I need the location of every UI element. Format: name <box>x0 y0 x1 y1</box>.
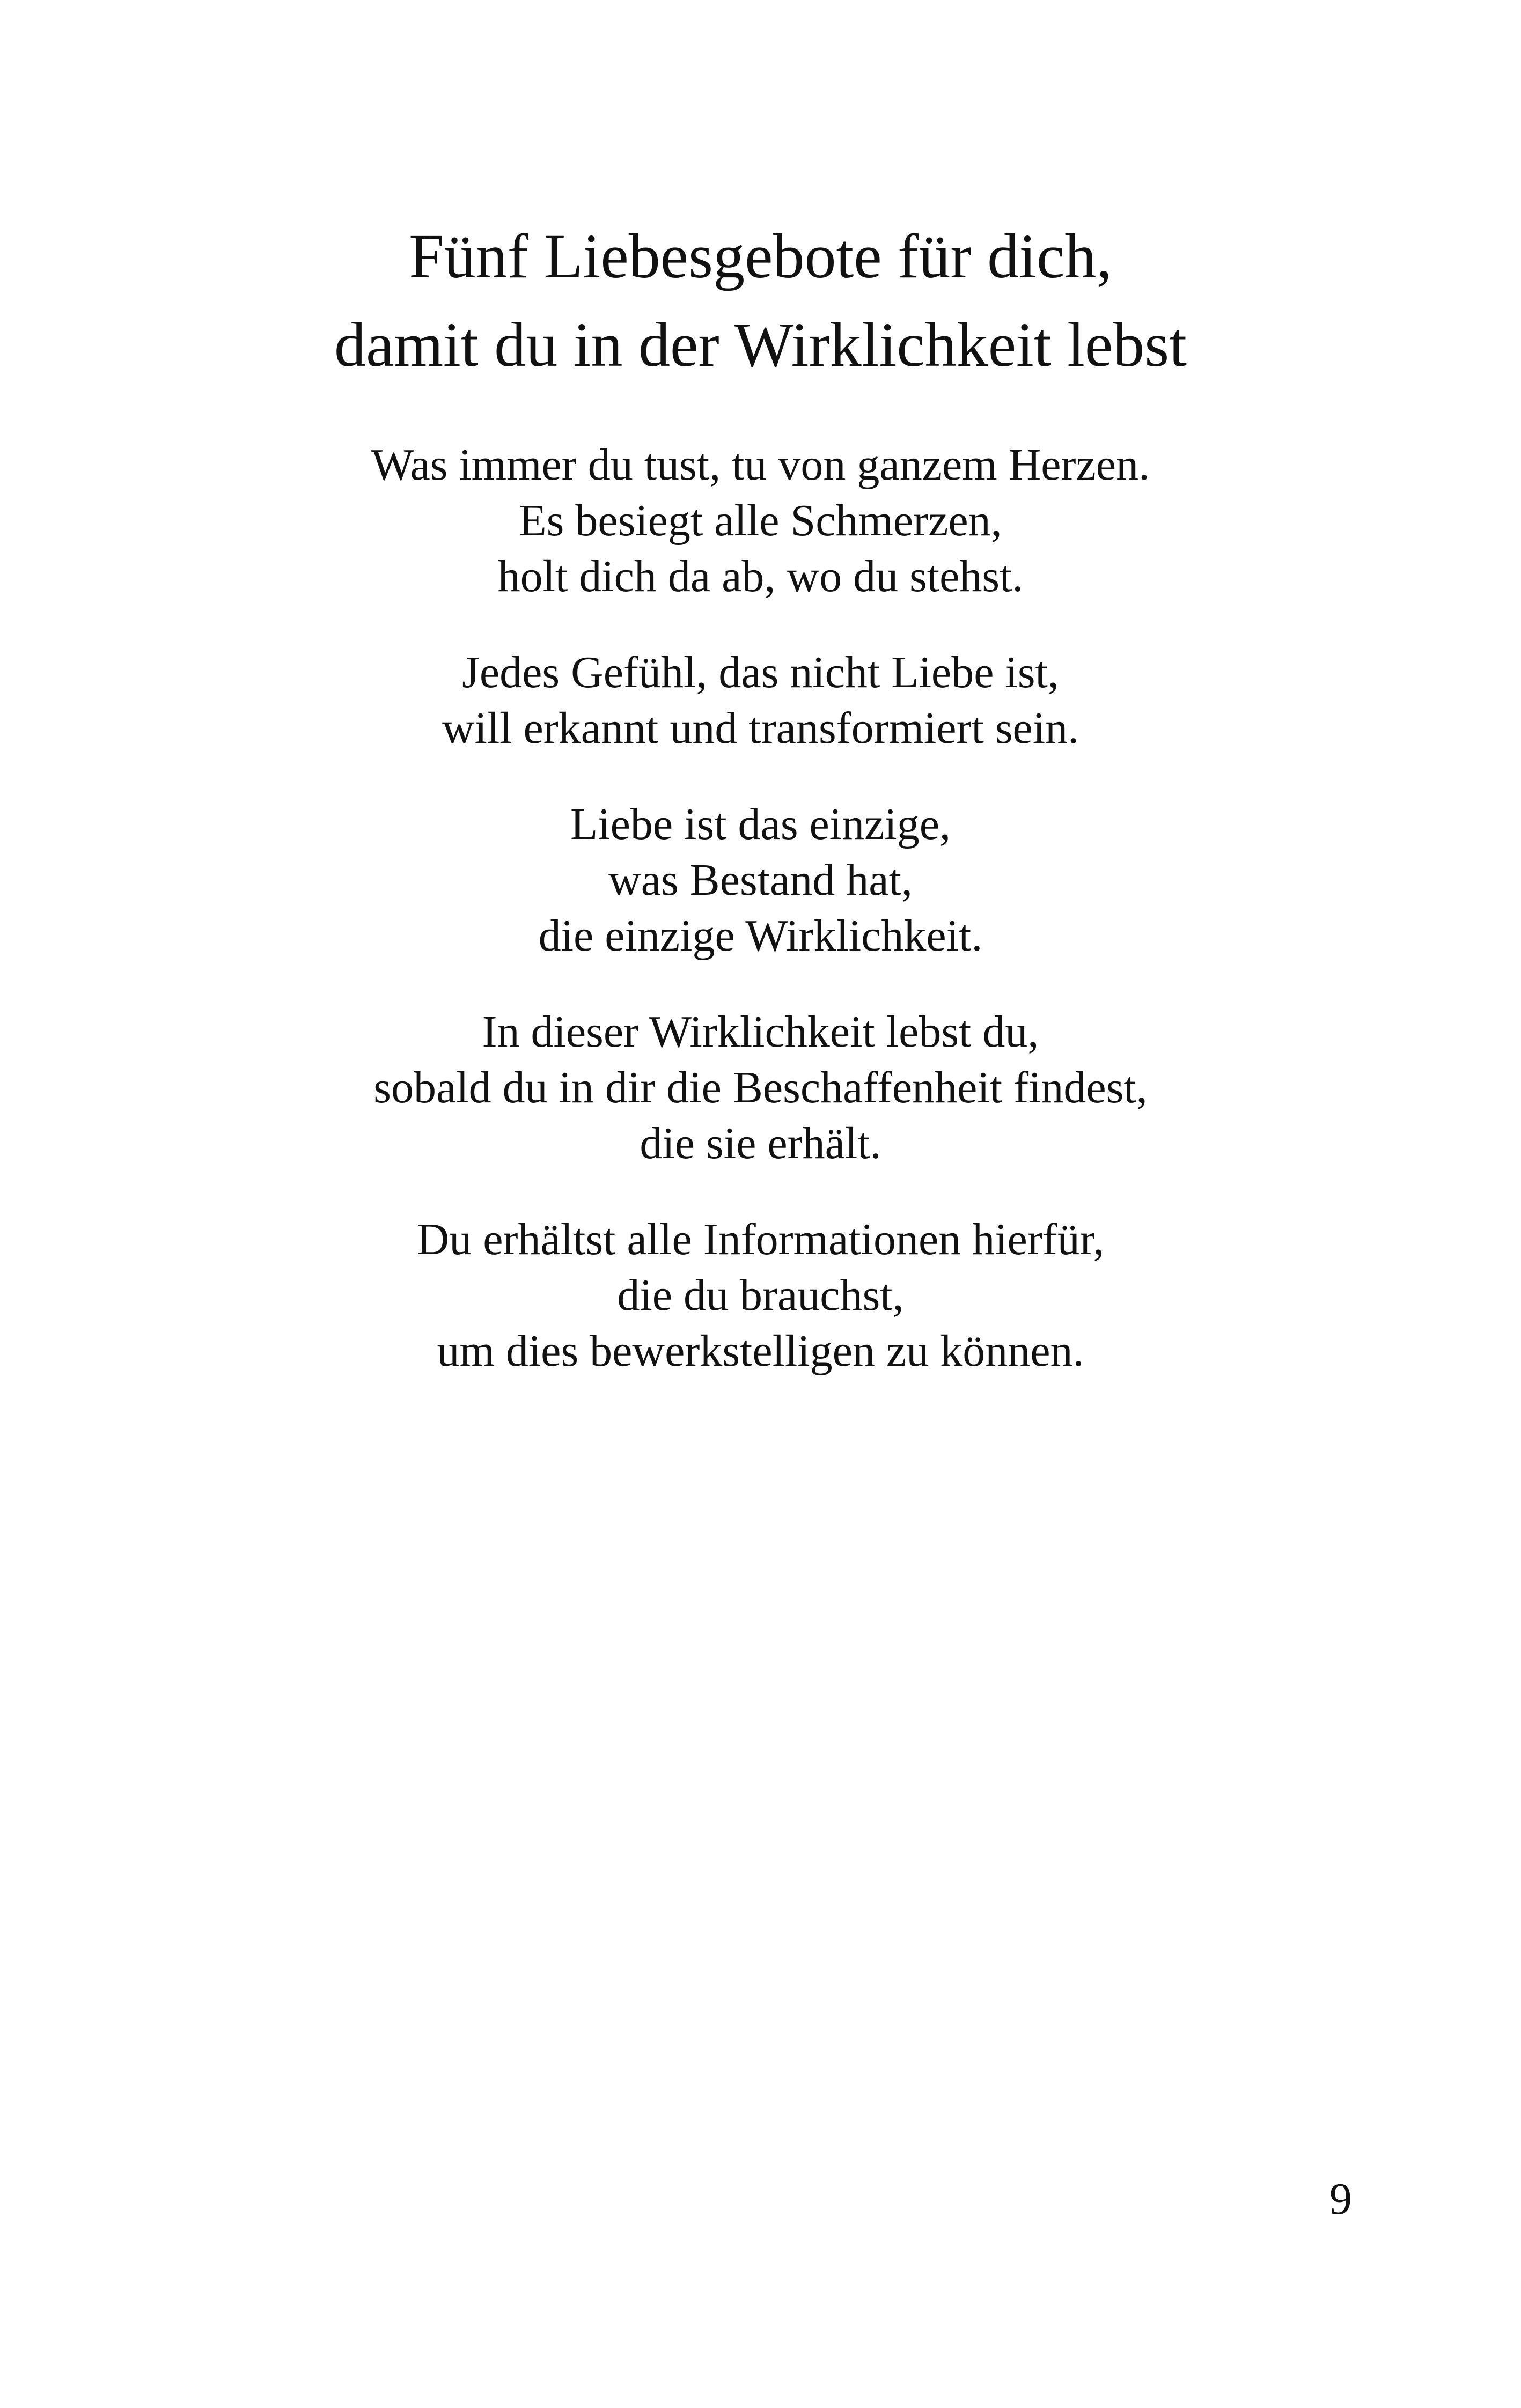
verse-line: In dieser Wirklichkeit lebst du, <box>482 1007 1039 1057</box>
poem-body <box>0 437 1521 1419</box>
page-number: 9 <box>1329 2174 1352 2224</box>
verse-line: Es besiegt alle Schmerzen, <box>519 496 1002 546</box>
page-title <box>0 212 1521 389</box>
verse-line: um dies bewerkstelligen zu können. <box>437 1326 1084 1376</box>
verse-line: was Bestand hat, <box>608 855 913 905</box>
stanza-2 <box>0 645 1521 756</box>
verse-line: Was immer du tust, tu von ganzem Herzen. <box>371 440 1150 490</box>
verse-line: will erkannt und transformiert sein. <box>442 703 1079 753</box>
verse-line: sobald du in dir die Beschaffenheit findest, <box>373 1063 1148 1113</box>
verse-line: die einzige Wirklichkeit. <box>538 911 983 961</box>
stanza-3 <box>0 797 1521 964</box>
verse-line: Du erhältst alle Informationen hierfür, <box>416 1214 1105 1264</box>
verse-line: Liebe ist das einzige, <box>570 799 951 849</box>
verse-line: die sie erhält. <box>640 1118 881 1168</box>
verse-line: holt dich da ab, wo du stehst. <box>497 551 1024 601</box>
title-line-2: damit du in der Wirklichkeit lebst <box>334 310 1187 380</box>
title-line-1: Fünf Liebesgebote für dich, <box>409 221 1112 291</box>
verse-line: die du brauchst, <box>617 1270 904 1320</box>
verse-line: Jedes Gefühl, das nicht Liebe ist, <box>462 647 1059 697</box>
stanza-1 <box>0 437 1521 605</box>
stanza-5 <box>0 1212 1521 1379</box>
stanza-4 <box>0 1004 1521 1172</box>
